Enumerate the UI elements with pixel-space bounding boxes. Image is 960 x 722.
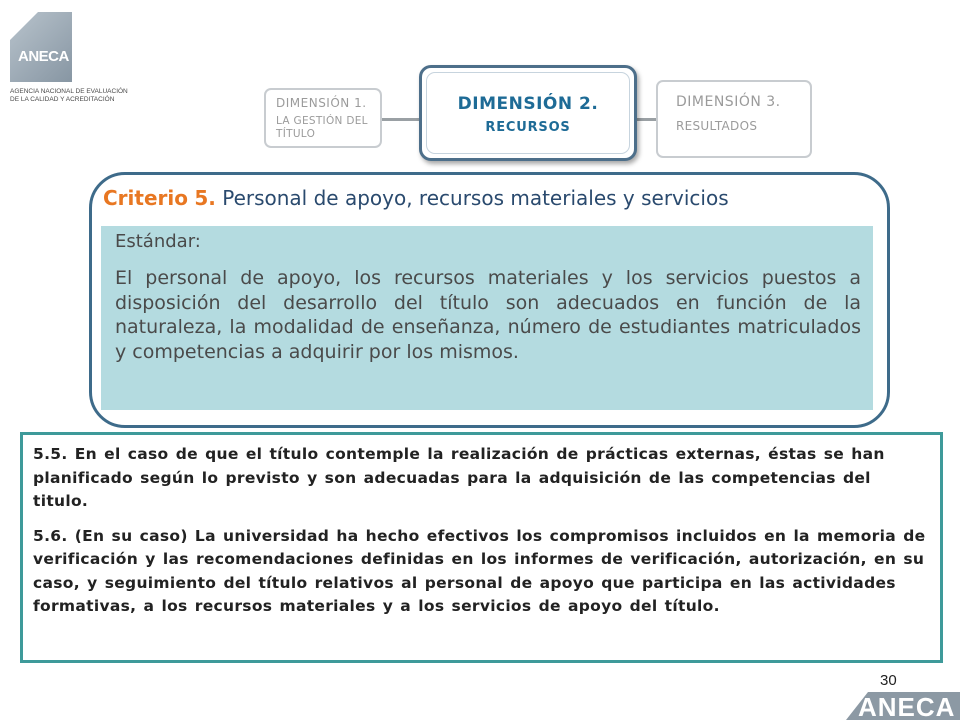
dimension-2-box (419, 65, 637, 161)
dimension-1-title: DIMENSIÓN 1. (276, 96, 367, 110)
dimension-3-box (656, 80, 812, 158)
criterio-label: Criterio (103, 186, 188, 210)
dimension-3-title: DIMENSIÓN 3. (676, 94, 781, 110)
subcriterion-5-5: 5.5. En el caso de que el título contemple la realización de prácticas externas, éstas se han planificado según lo previsto y son adecuadas para la adquisición de las competencias del titulo. (33, 445, 885, 510)
dimension-3-subtitle: RESULTADOS (676, 119, 758, 133)
logo-subtitle (10, 88, 128, 104)
aneca-logo (10, 12, 72, 82)
standard-text: El personal de apoyo, los recursos materiales y los servicios puestos a disposición del desarrollo del título son adecuados en función de la naturaleza, la modalidad de enseñanza, número de estudiantes matriculados y competencias a adquirir por los mismos. (115, 267, 861, 363)
connector-right (636, 118, 658, 121)
connector-left (382, 118, 420, 121)
footer-logo-word: ANECA (858, 692, 956, 722)
logo-word: ANECA (18, 48, 69, 65)
dimension-2-title: DIMENSIÓN 2. (457, 94, 599, 114)
logo-subtitle-line: DE LA CALIDAD Y ACREDITACIÓN (10, 96, 115, 103)
logo-subtitle-line: AGENCIA NACIONAL DE EVALUACIÓN (10, 88, 128, 95)
standard-label: Estándar: (115, 231, 201, 252)
page-number: 30 (880, 672, 897, 689)
dimension-1-box (264, 88, 382, 148)
standard-box (101, 226, 873, 410)
criterio-number: 5. (194, 186, 216, 210)
dimension-2-subtitle: RECURSOS (485, 120, 571, 135)
dimension-1-subtitle: LA GESTIÓN DEL TÍTULO (276, 115, 368, 140)
subcriteria-box (20, 432, 943, 663)
criterio-heading (103, 186, 883, 210)
criterio-title: Personal de apoyo, recursos materiales y servicios (222, 186, 729, 210)
subcriterion-5-6: 5.6. (En su caso) La universidad ha hecho efectivos los compromisos incluidos en la memoria de verificación y las recomendaciones definidas en los informes de verificación, autorización, en su caso, y seguimiento del título relativos al personal de apoyo que participa en las actividades formativas, a los recursos materiales y a los servicios de apoyo del título. (33, 526, 926, 615)
